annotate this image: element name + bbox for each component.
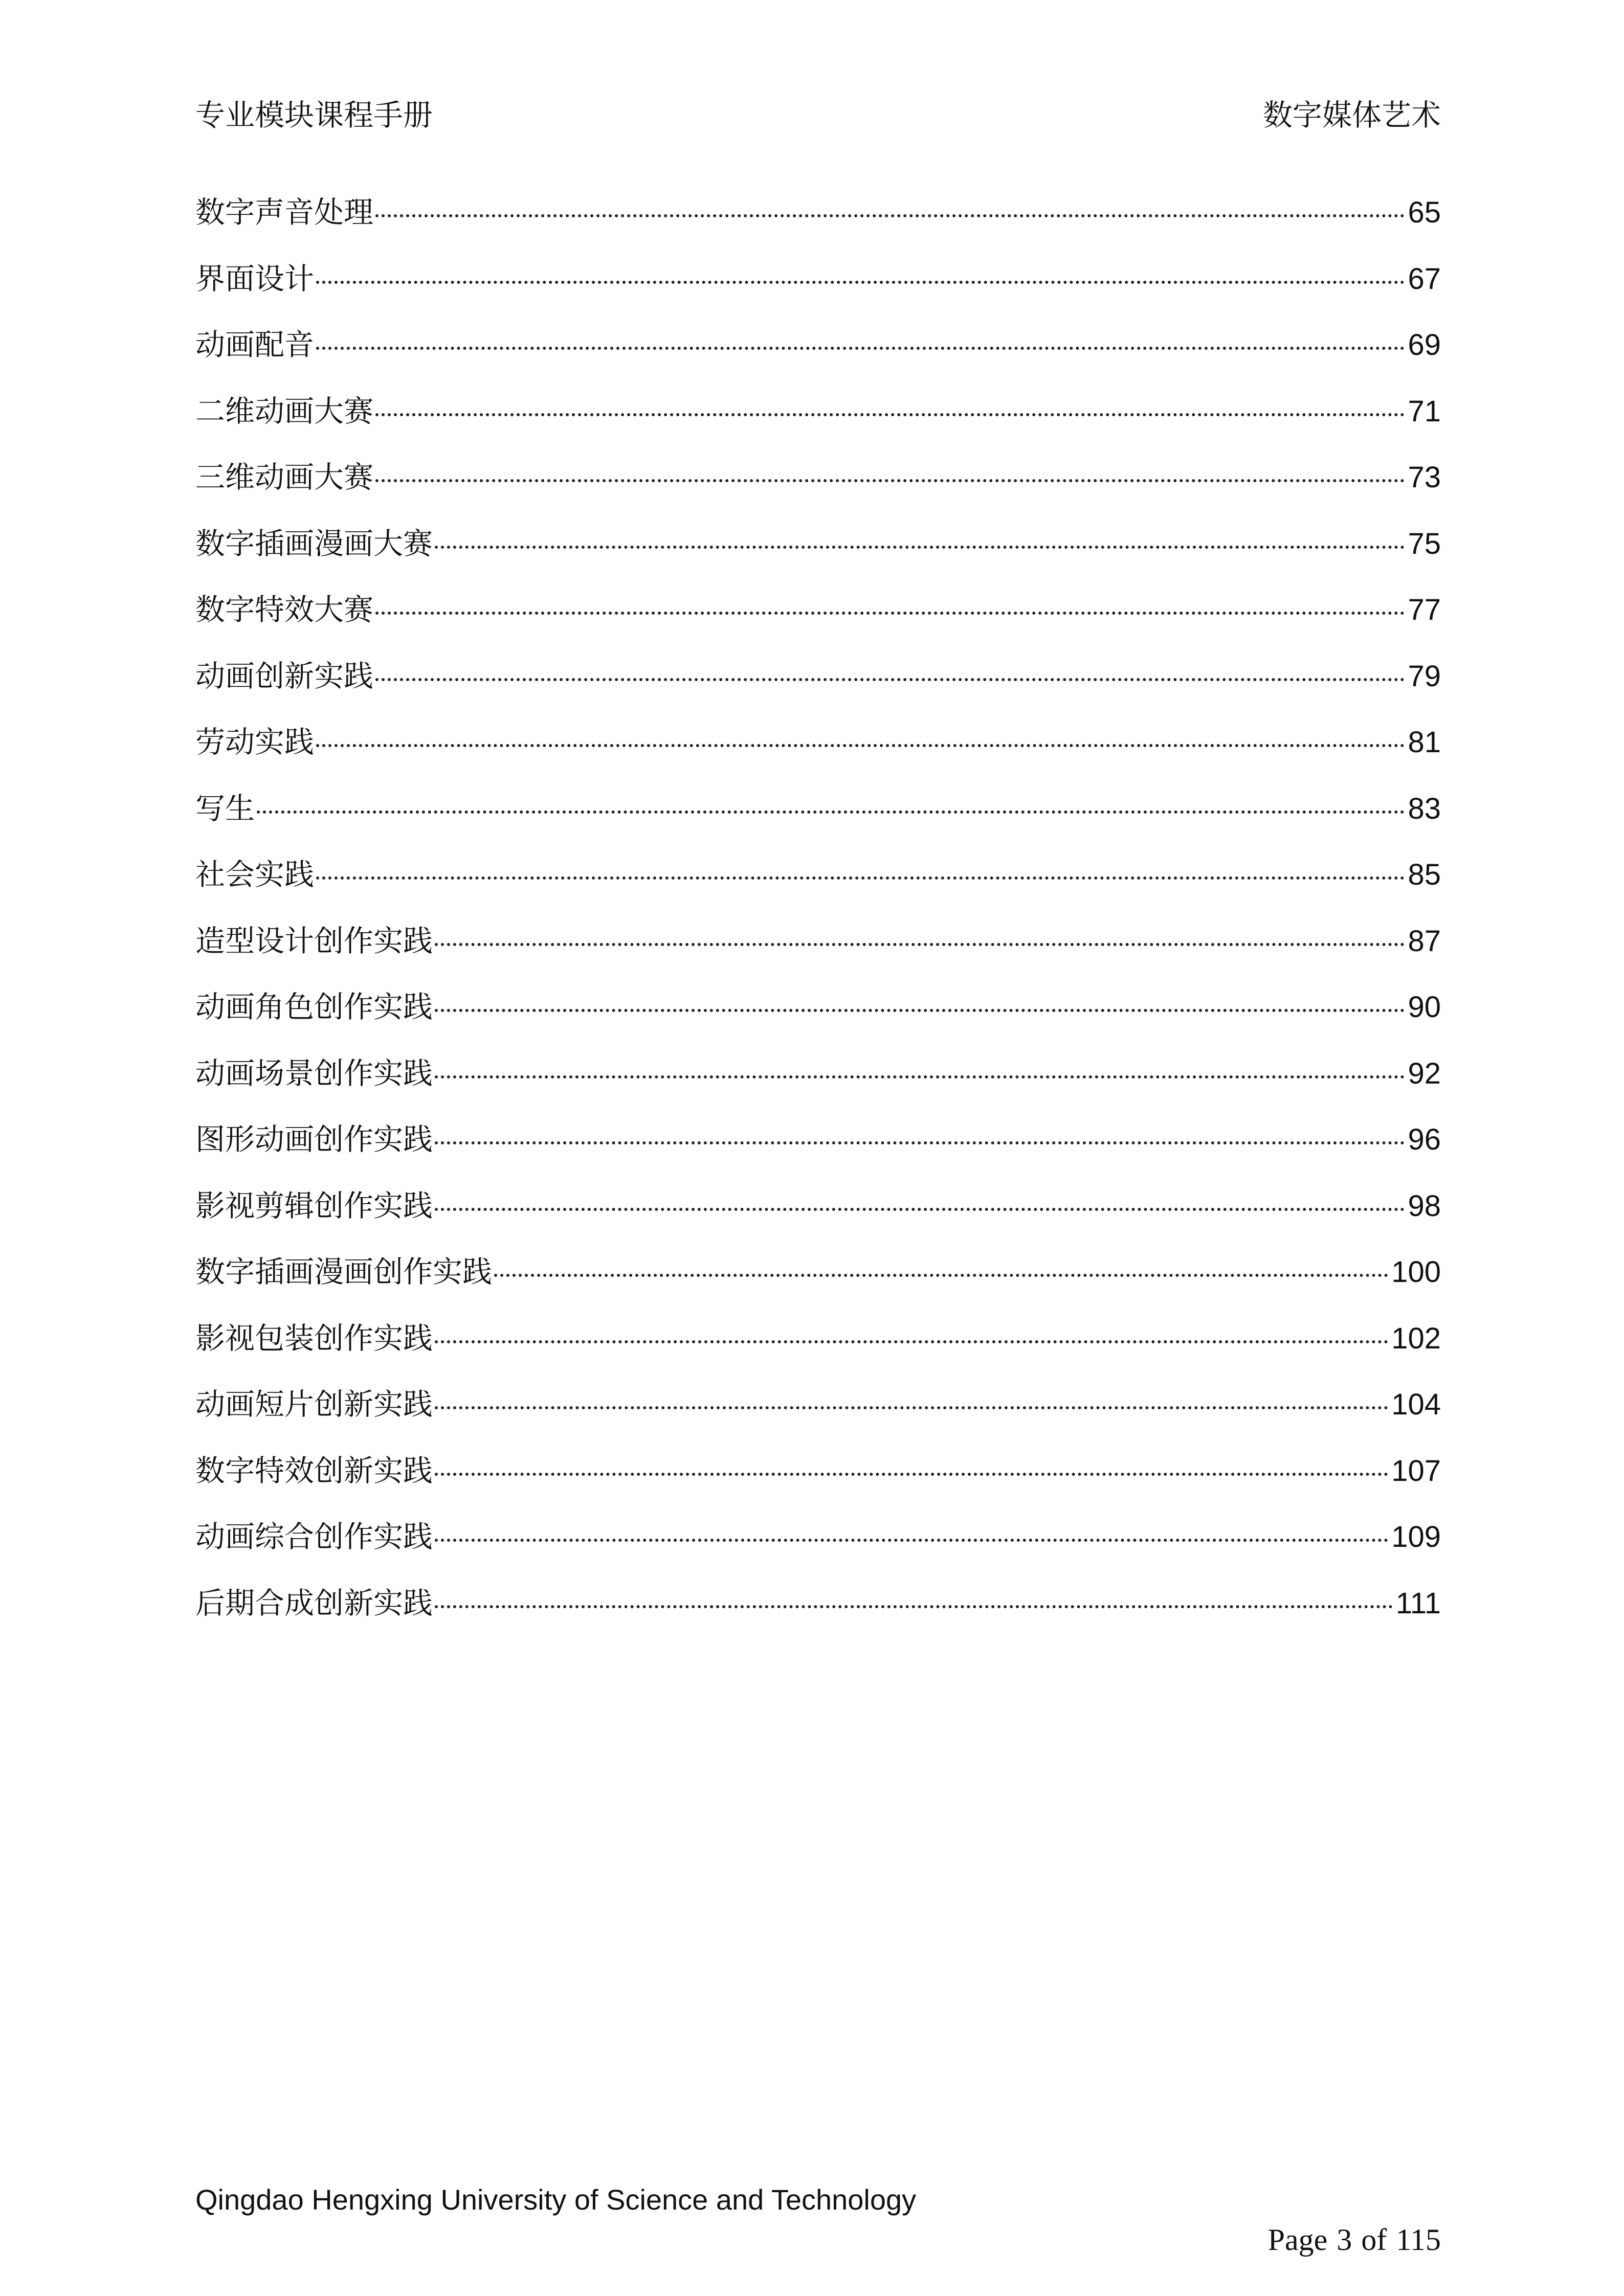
toc-entry-page: 104 (1391, 1388, 1441, 1421)
toc-entry[interactable] (195, 1050, 1441, 1117)
toc-entry[interactable] (195, 1249, 1441, 1315)
toc-entry[interactable] (195, 785, 1441, 852)
toc-entry-title: 后期合成创新实践 (195, 1585, 433, 1620)
footer-total-pages: 115 (1396, 2223, 1441, 2257)
toc-dot-leader (435, 1473, 1388, 1476)
toc-entry-title: 三维动画大赛 (195, 460, 374, 494)
footer-page-number (1268, 2218, 1441, 2261)
toc-dot-leader (494, 1274, 1388, 1277)
toc-entry-page: 98 (1408, 1189, 1441, 1223)
toc-dot-leader (375, 413, 1405, 416)
table-of-contents (195, 189, 1441, 1646)
toc-entry-title: 动画综合创作实践 (195, 1519, 433, 1554)
toc-entry-title: 二维动画大赛 (195, 393, 374, 429)
toc-entry-page: 92 (1408, 1056, 1441, 1090)
toc-dot-leader (435, 1340, 1388, 1343)
toc-entry-page: 96 (1408, 1123, 1441, 1156)
toc-dot-leader (435, 1406, 1388, 1409)
toc-dot-leader (435, 1141, 1405, 1144)
toc-entry[interactable] (195, 256, 1441, 322)
toc-entry-title: 影视包装创作实践 (195, 1320, 433, 1356)
toc-entry[interactable] (195, 719, 1441, 785)
toc-dot-leader (316, 281, 1405, 284)
toc-dot-leader (435, 1208, 1405, 1211)
toc-entry-title: 动画短片创新实践 (195, 1387, 433, 1422)
toc-dot-leader (375, 214, 1405, 217)
toc-entry-title: 数字特效大赛 (195, 592, 374, 627)
toc-entry-page: 67 (1408, 262, 1441, 296)
toc-entry-title: 写生 (195, 791, 255, 826)
toc-dot-leader (435, 1075, 1405, 1078)
toc-entry-page: 111 (1395, 1586, 1441, 1620)
toc-dot-leader (257, 811, 1405, 814)
toc-entry-title: 动画场景创作实践 (195, 1055, 433, 1091)
toc-dot-leader (435, 1539, 1388, 1542)
toc-entry-page: 65 (1408, 196, 1441, 229)
toc-entry[interactable] (195, 189, 1441, 256)
toc-entry[interactable] (195, 984, 1441, 1050)
toc-entry-page: 109 (1391, 1520, 1441, 1554)
toc-entry-title: 动画角色创作实践 (195, 989, 433, 1024)
toc-entry-page: 71 (1408, 394, 1441, 428)
toc-dot-leader (375, 612, 1405, 615)
toc-entry-page: 69 (1408, 328, 1441, 362)
toc-entry[interactable] (195, 1116, 1441, 1183)
footer-of-word: of (1361, 2223, 1387, 2257)
toc-entry-page: 90 (1408, 991, 1441, 1024)
toc-entry[interactable] (195, 918, 1441, 984)
toc-dot-leader (316, 744, 1405, 747)
toc-entry-page: 85 (1408, 858, 1441, 891)
toc-entry[interactable] (195, 1580, 1441, 1647)
toc-entry-title: 界面设计 (195, 261, 315, 296)
toc-dot-leader (375, 678, 1405, 681)
toc-entry-page: 102 (1391, 1321, 1441, 1355)
toc-entry-title: 动画配音 (195, 327, 315, 362)
toc-entry-page: 83 (1408, 792, 1441, 825)
toc-entry[interactable] (195, 521, 1441, 587)
toc-entry-title: 劳动实践 (195, 725, 315, 759)
toc-dot-leader (435, 1605, 1393, 1608)
toc-entry[interactable] (195, 454, 1441, 521)
footer-page-word: Page (1267, 2223, 1328, 2257)
toc-entry-title: 数字特效创新实践 (195, 1453, 433, 1488)
toc-entry-page: 107 (1391, 1454, 1441, 1488)
toc-entry[interactable] (195, 388, 1441, 455)
toc-entry-page: 79 (1408, 659, 1441, 693)
toc-entry[interactable] (195, 851, 1441, 918)
toc-entry-title: 社会实践 (195, 857, 315, 892)
toc-entry[interactable] (195, 1183, 1441, 1249)
toc-entry[interactable] (195, 1514, 1441, 1580)
toc-entry-title: 图形动画创作实践 (195, 1122, 433, 1157)
header-major-title: 数字媒体艺术 (1262, 98, 1441, 132)
toc-dot-leader (435, 943, 1405, 946)
toc-entry[interactable] (195, 587, 1441, 653)
toc-entry[interactable] (195, 1315, 1441, 1382)
toc-dot-leader (316, 347, 1405, 350)
toc-entry-title: 动画创新实践 (195, 658, 374, 693)
toc-entry-title: 数字插画漫画创作实践 (195, 1254, 493, 1289)
toc-entry-page: 100 (1391, 1255, 1441, 1289)
toc-entry[interactable] (195, 1448, 1441, 1514)
toc-dot-leader (435, 546, 1405, 549)
toc-entry-page: 75 (1408, 527, 1441, 560)
toc-entry[interactable] (195, 653, 1441, 719)
toc-entry-title: 数字声音处理 (195, 195, 374, 230)
toc-entry-page: 81 (1408, 726, 1441, 759)
page-header (195, 92, 1441, 138)
toc-dot-leader (435, 1009, 1405, 1012)
footer-organization: Qingdao Hengxing University of Science and Technology (195, 2184, 917, 2216)
toc-entry-page: 77 (1408, 593, 1441, 626)
toc-entry[interactable] (195, 1381, 1441, 1448)
toc-dot-leader (316, 876, 1405, 880)
footer-current-page: 3 (1337, 2223, 1352, 2257)
toc-entry-title: 造型设计创作实践 (195, 923, 433, 958)
toc-entry-page: 87 (1408, 924, 1441, 958)
header-manual-title: 专业模块课程手册 (195, 98, 433, 132)
toc-dot-leader (375, 479, 1405, 482)
toc-entry-title: 影视剪辑创作实践 (195, 1188, 433, 1223)
toc-entry-page: 73 (1408, 461, 1441, 494)
toc-entry[interactable] (195, 322, 1441, 388)
toc-entry-title: 数字插画漫画大赛 (195, 526, 433, 561)
